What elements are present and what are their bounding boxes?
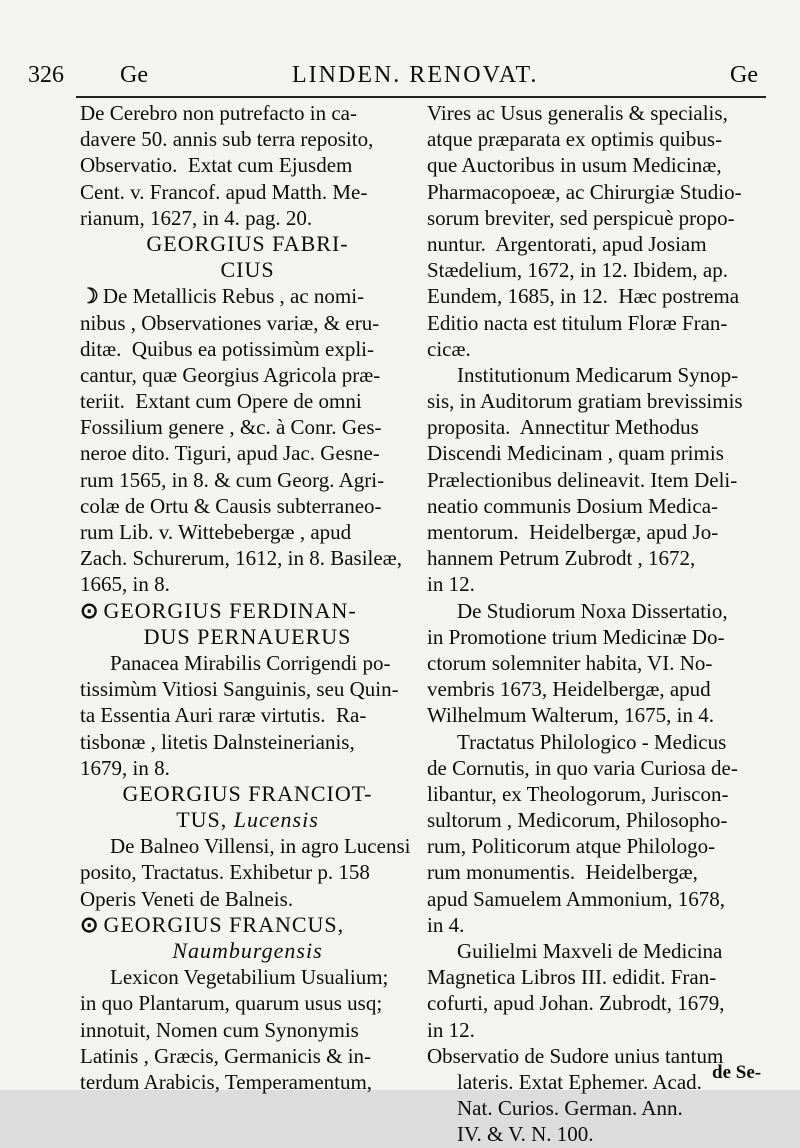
- line-text: terdum Arabicis, Temperamentum,: [80, 1069, 373, 1094]
- line-text: teriit. Extant cum Opere de omni: [80, 389, 362, 414]
- line-text: Observatio. Extat cum Ejusdem: [80, 153, 353, 178]
- line-text: ctorum solemniter habita, VI. No-: [427, 650, 713, 675]
- line-text: proposita. Annectitur Methodus: [427, 415, 699, 440]
- line-text: Pharmacopoeæ, ac Chirurgiæ Studio-: [427, 179, 742, 204]
- right-column-line: [427, 126, 770, 152]
- left-column-line: [80, 729, 415, 755]
- left-column-line: [80, 1069, 415, 1095]
- left-column-line: [80, 231, 415, 257]
- right-column-line: [427, 702, 770, 728]
- right-column-line: [427, 912, 770, 938]
- line-text: GEORGIUS FRANCIOT-: [122, 780, 373, 806]
- right-column-line: [427, 310, 770, 336]
- left-column-line: [80, 205, 415, 231]
- line-text: cofurti, apud Johan. Zubrodt, 1679,: [427, 991, 725, 1016]
- line-text: Stædelium, 1672, in 12. Ibidem, ap.: [427, 258, 728, 283]
- right-column-line: [427, 624, 770, 650]
- line-text: nuntur. Argentorati, apud Josiam: [427, 231, 707, 256]
- line-text: Lexicon Vegetabilium Usualium;: [110, 965, 389, 990]
- right-column-line: [427, 152, 770, 178]
- right-column-line: [427, 571, 770, 597]
- left-column-line: [80, 1043, 415, 1069]
- left-column-line: [80, 414, 415, 440]
- line-text: Institutionum Medicarum Synop-: [457, 362, 739, 387]
- left-column-line: [80, 912, 415, 938]
- line-text: 1665, in 8.: [80, 572, 170, 597]
- left-column-line: [80, 624, 415, 650]
- left-column: [80, 100, 415, 1095]
- line-text: Zach. Schurerum, 1612, in 8. Basileæ,: [80, 546, 402, 571]
- left-column-line: [80, 833, 415, 859]
- right-column-line: [427, 179, 770, 205]
- line-text: in Promotione trium Medicinæ Do-: [427, 624, 725, 649]
- line-text: que Auctoribus in usum Medicinæ,: [427, 153, 722, 178]
- line-text: sultorum , Medicorum, Philosopho-: [427, 808, 728, 833]
- left-column-line: [80, 179, 415, 205]
- line-text: Eundem, 1685, in 12. Hæc postrema: [427, 284, 740, 309]
- left-column-line: [80, 545, 415, 571]
- line-text: de Cornutis, in quo varia Curiosa de-: [427, 755, 738, 780]
- place-epithet: Naumburgensis: [172, 938, 323, 963]
- line-text: sorum breviter, sed perspicuè propo-: [427, 205, 735, 230]
- right-column-line: [427, 781, 770, 807]
- line-text: in 12.: [427, 1017, 475, 1042]
- left-column-line: [80, 283, 415, 309]
- line-text: De Balneo Villensi, in agro Lucensi: [110, 834, 411, 859]
- line-text: neatio communis Dosium Medica-: [427, 493, 719, 518]
- line-text: Magnetica Libros III. edidit. Fran-: [427, 965, 717, 990]
- line-text: libantur, ex Theologorum, Juriscon-: [427, 781, 729, 806]
- running-header: [0, 60, 800, 94]
- left-column-line: [80, 598, 415, 624]
- left-column-line: [80, 440, 415, 466]
- right-column-line: [427, 1095, 770, 1121]
- line-text: in 4.: [427, 912, 465, 937]
- right-column-line: [427, 833, 770, 859]
- line-text: rum Lib. v. Wittebebergæ , apud: [80, 520, 352, 544]
- line-text: neroe dito. Tiguri, apud Jac. Gesne-: [80, 441, 380, 466]
- right-guide-letters: Ge: [730, 62, 758, 88]
- line-text: in quo Plantarum, quarum usus usq;: [80, 991, 383, 1016]
- line-text: nibus , Observationes variæ, & eru-: [80, 310, 380, 335]
- line-text: TUS,: [176, 807, 234, 833]
- left-column-line: [80, 388, 415, 414]
- line-text: rianum, 1627, in 4. pag. 20.: [80, 205, 313, 230]
- right-column-line: [427, 519, 770, 545]
- line-text: sis, in Auditorum gratiam brevissimis: [427, 389, 743, 414]
- line-text: Wilhelmum Walterum, 1675, in 4.: [427, 703, 714, 728]
- right-column-line: [427, 807, 770, 833]
- line-text: Operis Veneti de Balneis.: [80, 886, 294, 911]
- line-text: ta Essentia Auri raræ virtutis. Ra-: [80, 703, 367, 728]
- left-column-line: [80, 755, 415, 781]
- right-column-line: [427, 388, 770, 414]
- line-text: cantur, quæ Georgius Agricola præ-: [80, 362, 381, 387]
- right-column-line: [427, 938, 770, 964]
- left-column-line: [80, 964, 415, 990]
- right-column-line: [427, 231, 770, 257]
- line-text: rum, Politicorum atque Philologo-: [427, 834, 716, 859]
- right-column-line: [427, 545, 770, 571]
- left-column-line: [80, 519, 415, 545]
- line-text: Cent. v. Francof. apud Matth. Me-: [80, 179, 368, 204]
- line-text: Observatio de Sudore unius tantum: [427, 1043, 724, 1068]
- catchword: de Se-: [712, 1062, 762, 1083]
- right-column-line: [427, 964, 770, 990]
- right-column-line: [427, 1017, 770, 1043]
- right-column-line: [427, 283, 770, 309]
- line-text: Fossilium genere , &c. à Conr. Ges-: [80, 415, 382, 440]
- line-text: 1679, in 8.: [80, 755, 170, 780]
- right-column-line: [427, 755, 770, 781]
- right-column-line: [427, 493, 770, 519]
- left-column-line: [80, 938, 415, 964]
- right-column-line: [427, 336, 770, 362]
- line-text: rum monumentis. Heidelbergæ,: [427, 860, 698, 885]
- left-column-line: [80, 152, 415, 178]
- line-text: Latinis , Græcis, Germanicis & in-: [80, 1043, 372, 1068]
- line-text: Editio nacta est titulum Floræ Fran-: [427, 310, 728, 335]
- line-text: De Cerebro non putrefacto in ca-: [80, 101, 357, 125]
- line-text: GEORGIUS FERDINAN-: [103, 597, 357, 623]
- right-column-line: [427, 990, 770, 1016]
- left-column-line: [80, 781, 415, 807]
- right-column-line: [427, 598, 770, 624]
- left-column-line: [80, 336, 415, 362]
- line-text: Panacea Mirabilis Corrigendi po-: [110, 650, 391, 675]
- running-title: LINDEN. RENOVAT.: [292, 62, 539, 88]
- line-text: lateris. Extat Ephemer. Acad.: [457, 1069, 702, 1094]
- section-mark: ⊙: [80, 597, 100, 623]
- right-column-line: [427, 257, 770, 283]
- left-column-line: [80, 571, 415, 597]
- section-mark: ☽: [80, 284, 99, 309]
- left-column-line: [80, 310, 415, 336]
- line-text: ditæ. Quibus ea potissimùm expli-: [80, 336, 374, 361]
- line-text: hannem Petrum Zubrodt , 1672,: [427, 546, 696, 571]
- line-text: Discendi Medicinam , quam primis: [427, 441, 724, 466]
- left-column-line: [80, 650, 415, 676]
- left-column-line: [80, 467, 415, 493]
- left-column-line: [80, 807, 415, 833]
- right-column-line: [427, 467, 770, 493]
- right-column: [427, 100, 770, 1148]
- left-column-line: [80, 100, 415, 126]
- right-column-line: [427, 886, 770, 912]
- left-column-line: [80, 702, 415, 728]
- header-rule: [76, 96, 766, 98]
- left-column-line: [80, 257, 415, 283]
- line-text: tisbonæ , litetis Dalnsteinerianis,: [80, 729, 355, 754]
- right-column-line: [427, 650, 770, 676]
- line-text: atque præparata ex optimis quibus-: [427, 127, 723, 152]
- left-column-line: [80, 859, 415, 885]
- line-text: IV. & V. N. 100.: [457, 1122, 594, 1147]
- line-text: cicæ.: [427, 336, 471, 361]
- line-text: GEORGIUS FABRI-: [146, 230, 349, 256]
- section-mark: ⊙: [80, 911, 100, 937]
- right-column-line: [427, 414, 770, 440]
- right-column-line: [427, 440, 770, 466]
- line-text: CIUS: [220, 257, 275, 283]
- line-text: innotuit, Nomen cum Synonymis: [80, 1017, 359, 1042]
- right-column-line: [427, 362, 770, 388]
- line-text: De Metallicis Rebus , ac nomi-: [102, 284, 365, 309]
- line-text: posito, Tractatus. Exhibetur p. 158: [80, 860, 370, 885]
- page-number: 326: [28, 62, 64, 88]
- line-text: GEORGIUS FRANCUS,: [103, 911, 345, 937]
- line-text: in 12.: [427, 572, 475, 597]
- right-column-line: [427, 859, 770, 885]
- line-text: rum 1565, in 8. & cum Georg. Agri-: [80, 467, 385, 492]
- right-column-line: [427, 1121, 770, 1147]
- line-text: Vires ac Usus generalis & specialis,: [427, 101, 728, 125]
- line-text: Prælectionibus delineavit. Item Deli-: [427, 467, 738, 492]
- place-epithet: Lucensis: [233, 807, 319, 833]
- left-guide-letters: Ge: [120, 62, 148, 88]
- left-column-line: [80, 493, 415, 519]
- line-text: apud Samuelem Ammonium, 1678,: [427, 886, 726, 911]
- left-column-line: [80, 990, 415, 1016]
- left-column-line: [80, 886, 415, 912]
- line-text: tissimùm Vitiosi Sanguinis, seu Quin-: [80, 677, 399, 702]
- right-column-line: [427, 729, 770, 755]
- left-column-line: [80, 676, 415, 702]
- right-column-line: [427, 676, 770, 702]
- line-text: Tractatus Philologico - Medicus: [457, 729, 727, 754]
- line-text: colæ de Ortu & Causis subterraneo-: [80, 493, 382, 518]
- line-text: Nat. Curios. German. Ann.: [457, 1096, 683, 1121]
- right-column-line: [427, 205, 770, 231]
- right-column-line: [427, 100, 770, 126]
- line-text: DUS PERNAUERUS: [143, 623, 352, 649]
- line-text: davere 50. annis sub terra reposito,: [80, 127, 374, 152]
- line-text: Guilielmi Maxveli de Medicina: [457, 939, 723, 963]
- left-column-line: [80, 362, 415, 388]
- line-text: vembris 1673, Heidelbergæ, apud: [427, 677, 711, 702]
- left-column-line: [80, 1017, 415, 1043]
- line-text: mentorum. Heidelbergæ, apud Jo-: [427, 520, 719, 544]
- line-text: De Studiorum Noxa Dissertatio,: [457, 598, 728, 623]
- left-column-line: [80, 126, 415, 152]
